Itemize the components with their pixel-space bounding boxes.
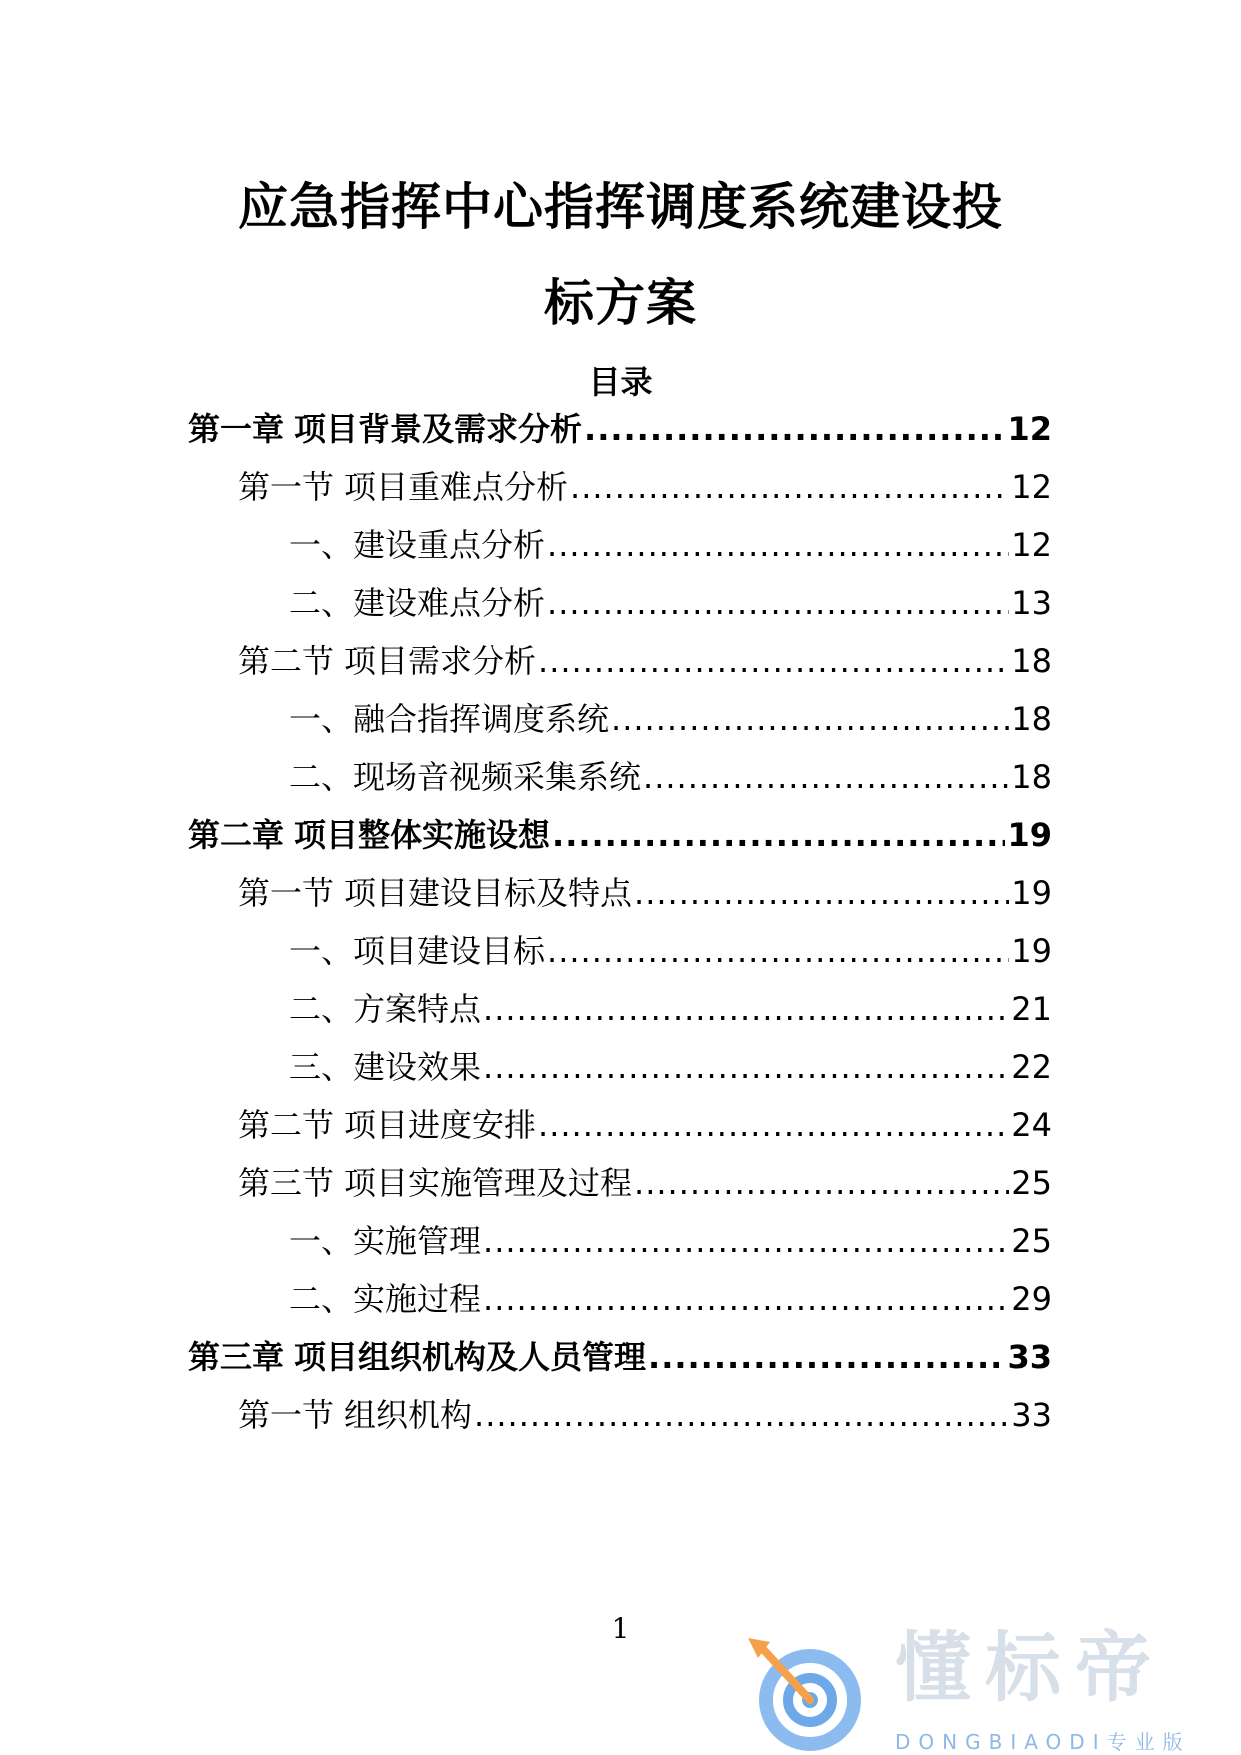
toc-entry-page: 25 (1011, 1222, 1052, 1260)
toc-entry-page: 33 (1011, 1396, 1052, 1434)
toc-entry-text: 项目实施管理及过程 (344, 1164, 633, 1202)
toc-entry[interactable] (289, 926, 1052, 976)
toc-entry-number: 第三章 (188, 1338, 285, 1376)
toc-entry-number: 第二节 (238, 642, 335, 680)
toc-entry-label (238, 868, 632, 918)
toc-entry-number: 第一节 (238, 1396, 335, 1434)
toc-entry-label (238, 1158, 632, 1208)
toc-entry[interactable] (289, 752, 1052, 802)
toc-entry[interactable] (238, 1390, 1052, 1440)
toc-entry[interactable] (289, 1042, 1052, 1092)
toc-entry-label (289, 984, 481, 1034)
toc-entry-page: 21 (1011, 990, 1052, 1028)
toc-entry-label (238, 462, 568, 512)
toc-entry[interactable] (238, 1100, 1052, 1150)
toc-entry-page: 12 (1007, 410, 1052, 448)
toc-entry-text: 二、方案特点 (289, 990, 482, 1028)
toc-dot-leader (538, 1100, 1009, 1150)
toc-dot-leader (483, 1216, 1009, 1266)
toc-dot-leader (538, 636, 1009, 686)
toc-entry-text: 项目背景及需求分析 (294, 410, 583, 448)
toc-entry-number: 第三节 (238, 1164, 335, 1202)
toc-entry-label (289, 1042, 481, 1092)
toc-entry-label (188, 404, 582, 454)
toc-entry-page: 12 (1011, 526, 1052, 564)
toc-entry-label (188, 1332, 646, 1382)
toc-entry[interactable] (289, 1274, 1052, 1324)
toc-entry-number: 第二节 (238, 1106, 335, 1144)
toc-entry-label (238, 1100, 536, 1150)
toc-entry[interactable] (188, 404, 1052, 454)
toc-entry-label (238, 1390, 472, 1440)
toc-entry-page: 29 (1011, 1280, 1052, 1318)
toc-entry-page: 13 (1011, 584, 1052, 622)
toc-entry-text: 一、融合指挥调度系统 (289, 700, 610, 738)
watermark (740, 1623, 1220, 1754)
watermark-subtitle: DONGBIAODI专业版 (895, 1730, 1191, 1754)
watermark-brand: 懂标帝 (895, 1623, 1165, 1712)
toc-entry-label (289, 1274, 481, 1324)
toc-dot-leader (483, 1042, 1009, 1092)
toc-entry-page: 18 (1011, 758, 1052, 796)
toc-entry[interactable] (289, 578, 1052, 628)
toc-entry-page: 22 (1011, 1048, 1052, 1086)
toc-entry-page: 24 (1011, 1106, 1052, 1144)
toc-entry-page: 33 (1007, 1338, 1052, 1376)
toc-dot-leader (584, 404, 1005, 454)
document-title-line1: 应急指挥中心指挥调度系统建设投 (238, 178, 1003, 236)
toc-entry-text: 二、实施过程 (289, 1280, 482, 1318)
toc-entry[interactable] (238, 636, 1052, 686)
toc-entry-text: 项目需求分析 (344, 642, 537, 680)
toc-entry-number: 第一章 (188, 410, 285, 448)
toc-entry-label (289, 694, 609, 744)
toc-entry-page: 19 (1011, 874, 1052, 912)
toc-entry-label (289, 578, 545, 628)
toc-entry[interactable] (289, 694, 1052, 744)
toc-entry-text: 二、现场音视频采集系统 (289, 758, 642, 796)
toc-entry-label (188, 810, 550, 860)
document-title-line2: 标方案 (544, 274, 697, 332)
page-number: 1 (611, 1612, 630, 1645)
toc-entry-text: 三、建设效果 (289, 1048, 482, 1086)
toc-entry-number: 第一节 (238, 468, 335, 506)
toc-dot-leader (570, 462, 1009, 512)
toc-entry-label (289, 1216, 481, 1266)
toc-dot-leader (547, 520, 1009, 570)
target-logo-icon (740, 1628, 870, 1754)
toc-entry-text: 二、建设难点分析 (289, 584, 546, 622)
toc-entry[interactable] (238, 462, 1052, 512)
toc-dot-leader (634, 1158, 1009, 1208)
toc-dot-leader (552, 810, 1005, 860)
toc-entry-text: 项目进度安排 (344, 1106, 537, 1144)
toc-entry-page: 25 (1011, 1164, 1052, 1202)
toc-entry-label (289, 520, 545, 570)
toc-entry[interactable] (289, 520, 1052, 570)
toc-entry-text: 项目建设目标及特点 (344, 874, 633, 912)
toc-entry-page: 18 (1011, 700, 1052, 738)
toc-entry[interactable] (289, 1216, 1052, 1266)
toc-entry-page: 18 (1011, 642, 1052, 680)
toc-dot-leader (643, 752, 1009, 802)
toc-heading: 目录 (588, 363, 653, 401)
toc-entry-label (289, 926, 545, 976)
toc-entry-number: 第二章 (188, 816, 285, 854)
toc-entry-text: 项目重难点分析 (344, 468, 569, 506)
toc-entry-page: 19 (1007, 816, 1052, 854)
toc-entry-page: 12 (1011, 468, 1052, 506)
toc-entry[interactable] (238, 868, 1052, 918)
toc-dot-leader (483, 984, 1009, 1034)
toc-dot-leader (611, 694, 1009, 744)
toc-entry[interactable] (188, 810, 1052, 860)
toc-entry-text: 项目组织机构及人员管理 (294, 1338, 647, 1376)
toc-dot-leader (547, 926, 1009, 976)
toc-entry-label (289, 752, 641, 802)
toc-entry[interactable] (238, 1158, 1052, 1208)
toc-entry-text: 一、建设重点分析 (289, 526, 546, 564)
toc-dot-leader (634, 868, 1009, 918)
toc-entry[interactable] (289, 984, 1052, 1034)
toc-entry-text: 一、项目建设目标 (289, 932, 546, 970)
toc-entry-text: 项目整体实施设想 (294, 816, 551, 854)
toc-entry-text: 一、实施管理 (289, 1222, 482, 1260)
toc-entry-text: 组织机构 (344, 1396, 473, 1434)
toc-entry[interactable] (188, 1332, 1052, 1382)
toc-entry-page: 19 (1011, 932, 1052, 970)
toc-entry-number: 第一节 (238, 874, 335, 912)
toc-entry-label (238, 636, 536, 686)
toc-dot-leader (547, 578, 1009, 628)
toc-dot-leader (483, 1274, 1009, 1324)
toc-dot-leader (474, 1390, 1009, 1440)
toc-dot-leader (648, 1332, 1005, 1382)
